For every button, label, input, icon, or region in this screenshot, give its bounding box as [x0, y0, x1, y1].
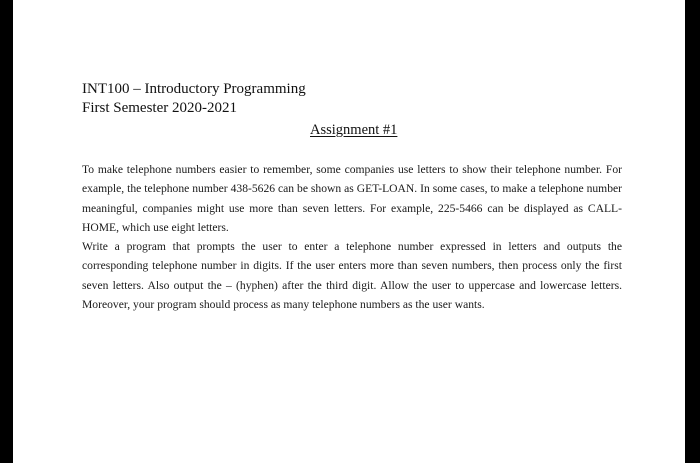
paragraph-task: Write a program that prompts the user to enter a telephone number expressed in letters and outputs the corresponding telephone number in digits. If the user enters more than seven numbers, then process only the first seven letters. Also output the – (hyphen) after the third digit. Allow the user to uppercase and lowercase letters. Moreover, your program should process as many telephone numbers as the user wants.: [82, 240, 622, 312]
paragraph-intro: To make telephone numbers easier to remember, some companies use letters to show their telephone number. For example, the telephone number 438-5626 can be shown as GET-LOAN. In some cases, to make a telephone number meaningful, companies might use more than seven letters. For example, 225-5466 can be displayed as CALL-HOME, which use eight letters.: [82, 163, 622, 234]
course-title: INT100 – Introductory Programming: [82, 81, 306, 97]
document-page: [13, 0, 685, 463]
assignment-title: Assignment #1: [310, 122, 398, 138]
semester-label: First Semester 2020-2021: [82, 100, 237, 116]
assignment-body: [82, 160, 622, 314]
document-header: [82, 80, 306, 118]
